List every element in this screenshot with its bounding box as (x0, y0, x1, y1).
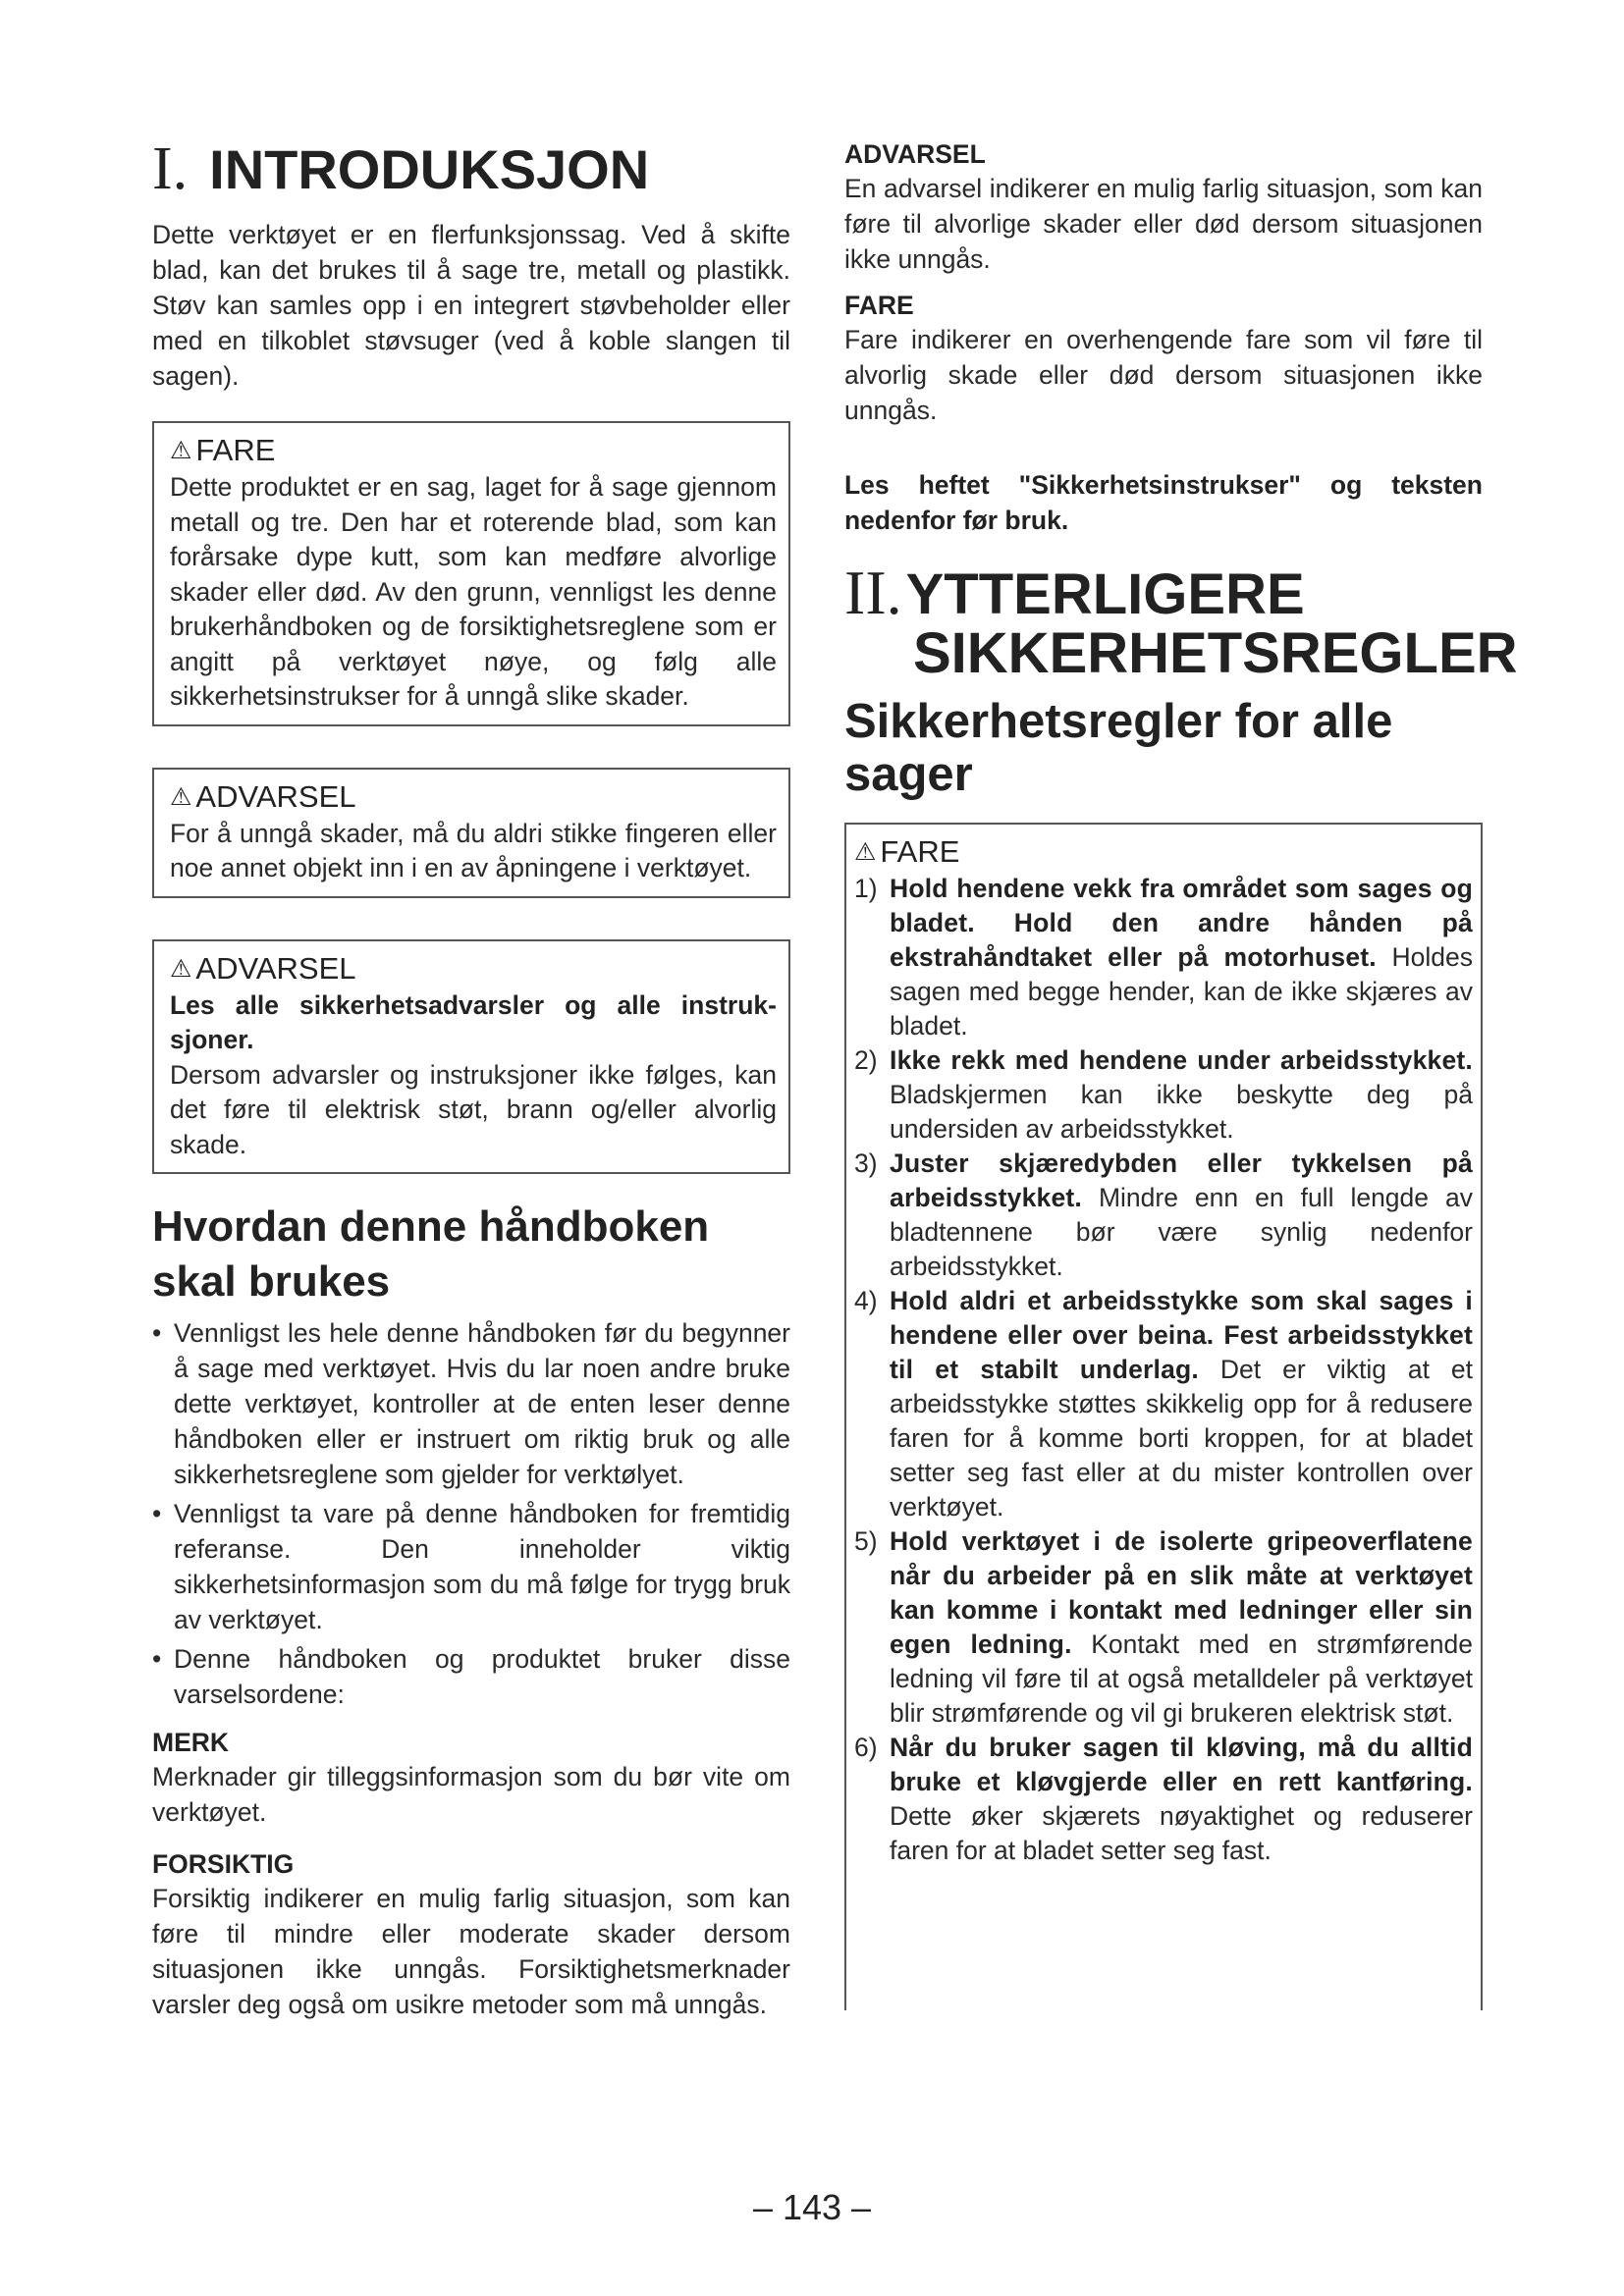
list-item: 5) Hold verktøyet i de isolerte gripeoverflatene når du arbeider på en slik måte at verktøyet kan komme i kontakt med ledninger eller sin egen ledning. Kontakt med en strømførende ledning vil føre til at også metalldeler på verktøyet blir strømførende og vil gi brukeren elektrisk støt. (854, 1526, 1473, 1728)
list-item: 2) Ikke rekk med hendene under arbeidsstykket. Bladskjermen kan ikke beskytte deg på undersiden av arbeidsstykket. (854, 1045, 1473, 1144)
bullet-icon: • (152, 1499, 162, 1528)
list-item: 6) Når du bruker sagen til kløving, må du alltid bruke et kløvgjerde eller en rett kantføring. Dette øker skjærets nøyaktighet og reduserer faren for at bladet setter seg fast. (854, 1733, 1473, 1865)
section-title-introduction (152, 135, 790, 202)
right-column (844, 137, 1518, 2010)
list-item: 3) Juster skjæredybden eller tykkelsen på arbeidsstykket. Mindre enn en full lengde av bladtennene bør være synlig nedenfor arbeidsstykket. (854, 1148, 1473, 1281)
signal-word-warning-text: En advarsel indikerer en mulig farlig situasjon, som kan føre til alvorlige skader eller død dersom situasjonen ikke unngås. (844, 174, 1483, 274)
warning-box-1-title-text: ADVARSEL (195, 778, 356, 814)
signal-word-danger-text: Fare indikerer en overhengende fare som vil føre til alvorlig skade eller død dersom situasjonen ikke unngås. (844, 325, 1483, 425)
danger-box-title (170, 433, 777, 470)
page-number: – 143 – (752, 2187, 872, 2227)
section-title-text: INTRODUKSJON (209, 138, 650, 200)
signal-word-note-text: Merknader gir tilleggsinformasjon som du bør vite om verktøyet. (152, 1762, 790, 1827)
rules-box-title (854, 834, 1473, 872)
warning-box-2 (152, 939, 790, 1175)
danger-box-text: Dette produktet er en sag, laget for å sage gjennom metall og tre. Den har et roterende blad, som kan forårsake dype kutt, som kan medføre alvorlige skader eller død. Av den grunn, vennligst les denne brukerhåndboken og de forsiktighetsreglene som er angitt på verktøyet nøye, og følg alle sikkerhetsinstrukser for å unngå slike skader. (170, 472, 777, 711)
warning-triangle-icon: ⚠ (170, 437, 192, 464)
signal-word-caution: FORSIKTIG (152, 1849, 295, 1879)
left-column (152, 137, 790, 2022)
list-item: 1) Hold hendene vekk fra området som sages og bladet. Hold den andre hånden på ekstrahåndtaket eller på motorhuset. Holdes sagen med begge hender, kan de ikke skjæres av bladet. (854, 874, 1473, 1041)
list-item: • Vennligst les hele denne håndboken før du begynner å sage med verktøyet. Hvis du lar noen andre bruke dette verktøyet, kontroller at de enten leser denne håndboken eller er instruert om riktig bruk og alle sikkerhetsreglene som gjelder for verktølyet. (152, 1315, 790, 1492)
howto-list (152, 1315, 790, 1712)
warning-triangle-icon: ⚠ (170, 954, 192, 983)
intro-paragraph: Dette verktøyet er en flerfunksjonssag. Ved å skifte blad, kan det brukes til å sage tre, metall og plastikk. Støv kan samles opp i en integrert støvbeholder eller med en tilkoblet støvsuger (ved å koble slangen til sagen). (152, 220, 790, 391)
signal-word-warning: ADVARSEL (844, 139, 986, 169)
rules-danger-box (844, 823, 1483, 2010)
howto-heading: Hvordan denne håndboken skal brukes (152, 1202, 710, 1306)
section-title-line-2: SIKKERHETSREGLER (913, 621, 1518, 685)
danger-box (152, 421, 790, 726)
bullet-icon: • (152, 1644, 162, 1674)
section-title-line-1: YTTERLIGERE (905, 562, 1305, 626)
list-item: • Denne håndboken og produktet bruker disse varselsordene: (152, 1641, 790, 1712)
rules-subtitle: Sikkerhetsregler for alle sager (844, 695, 1393, 801)
rules-list (854, 872, 1473, 1868)
section-roman-numeral: II. (844, 558, 902, 627)
warning-triangle-icon: ⚠ (854, 838, 877, 866)
list-item: • Vennligst ta vare på denne håndboken for fremtidig referanse. Den inneholder viktig sikkerhetsinformasjon som du må følge for trygg bruk av verktøyet. (152, 1496, 790, 1637)
section-roman-numeral: I. (152, 135, 189, 202)
warning-box-2-bold-text: Les alle sikkerhetsadvarsler og alle instruksjoner. (170, 989, 777, 1054)
section-title-additional-rules (844, 558, 1518, 685)
warning-box-2-title-text: ADVARSEL (195, 950, 356, 986)
rules-box-title-text: FARE (880, 834, 960, 869)
signal-word-danger: FARE (844, 291, 914, 320)
signal-word-caution-text: Forsiktig indikerer en mulig farlig situasjon, som kan føre til mindre eller moderate skader dersom situasjonen ikke unngås. Forsiktighetsmerknader varsler deg også om usikre metoder som må unngås. (152, 1884, 790, 2019)
warning-box-1-text: For å unngå skader, må du aldri stikke fingeren eller noe annet objekt inn i en av åpningene i verktøyet. (170, 818, 777, 882)
list-item: 4) Hold aldri et arbeidsstykke som skal sages i hendene eller over beina. Fest arbeidsstykket til et stabilt underlag. Det er viktig at et arbeidsstykke støttes skikkelig opp for å redusere faren for å komme borti kroppen, for at bladet setter seg fast eller at du mister kontrollen over verktøyet. (854, 1286, 1473, 1522)
warning-box-1 (152, 768, 790, 898)
signal-word-note: MERK (152, 1728, 230, 1757)
danger-box-title-text: FARE (195, 433, 276, 467)
warning-box-1-title (170, 779, 777, 817)
warning-box-2-title (170, 951, 777, 988)
bullet-icon: • (152, 1318, 162, 1348)
warning-triangle-icon: ⚠ (170, 782, 192, 811)
warning-box-2-text: Dersom advarsler og instruksjoner ikke følges, kan det føre til elektrisk støt, brann og/eller alvorlig skade. (170, 1059, 777, 1159)
read-instructions-notice: Les heftet "Sikkerhetsinstrukser" og teksten nedenfor før bruk. (844, 470, 1483, 535)
